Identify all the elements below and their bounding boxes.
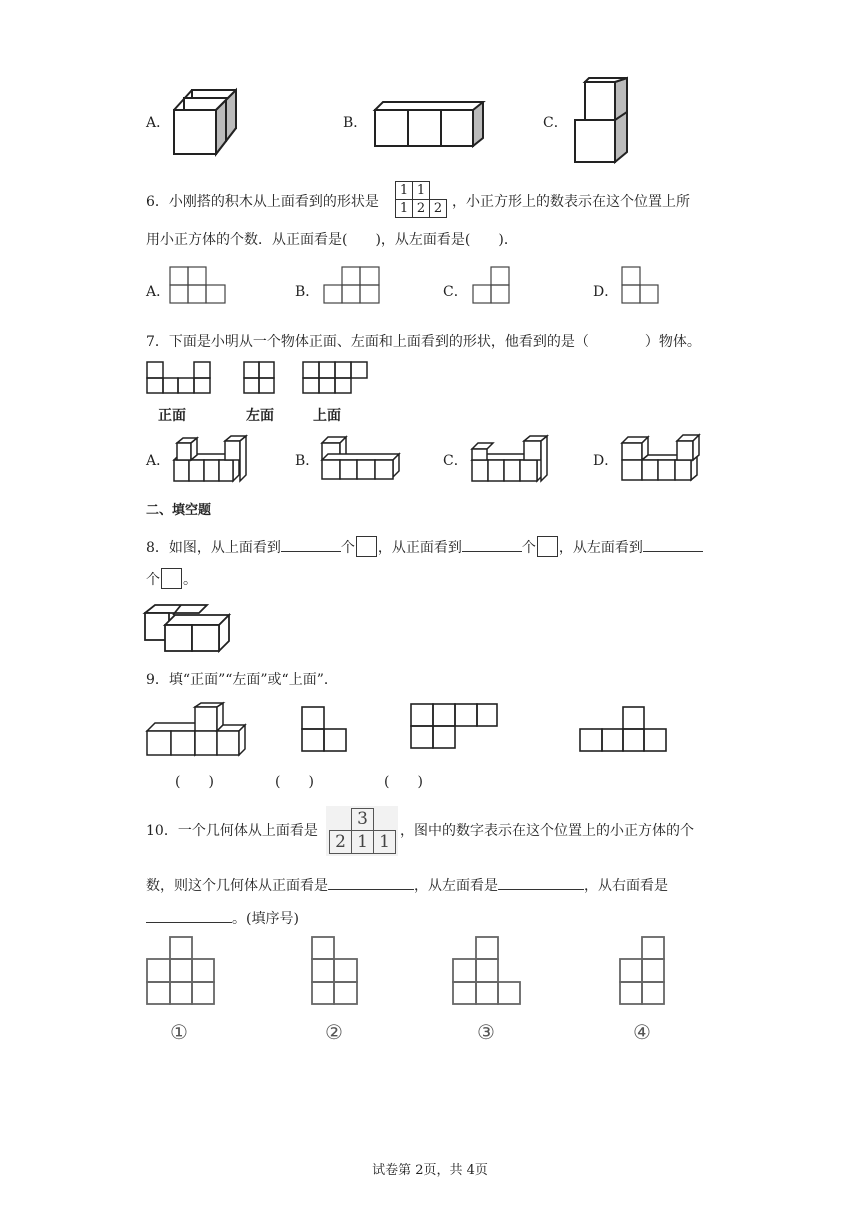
q9-view-2-figure (410, 703, 500, 751)
question-6-text-end: ，小正方形上的数表示在这个位置上所 (452, 194, 690, 210)
section-2-title: 二、填空题 (146, 503, 212, 518)
q7-option-a-label: A． (146, 453, 171, 469)
q7-left-view-figure (243, 361, 277, 395)
q8-part3: ，从左面看到 (558, 540, 643, 556)
grid-cell: 1 (412, 181, 430, 200)
q10-label-3: ③ (477, 1020, 495, 1044)
small-square-icon (537, 536, 558, 557)
question-7-text: 7．下面是小明从一个物体正面、左面和上面看到的形状，他看到的是（ ）物体。 (146, 334, 701, 350)
q6-option-a-label: A． (146, 284, 171, 300)
question-6-line-2: 用小正方体的个数．从正面看是( )，从左面看是( )． (146, 232, 518, 248)
question-10-text-end: ，图中的数字表示在这个位置上的小正方体的个 (400, 823, 694, 839)
option-b-cube-figure (373, 100, 488, 150)
q6-option-a-figure (169, 266, 229, 306)
grid-cell: 1 (373, 830, 396, 854)
q7-option-b-label: B． (295, 453, 320, 469)
q10-blank-front[interactable] (328, 873, 414, 890)
question-9-text: 9．填“正面”“左面”或“上面”． (146, 672, 338, 688)
question-6-text-start: 6．小刚搭的积木从上面看到的形状是 (146, 194, 379, 210)
q10-line2-b: ，从左面看是 (414, 878, 498, 894)
q7-option-c-label: C． (443, 453, 468, 469)
q8-end: 。 (183, 572, 197, 588)
q10-label-1: ① (170, 1020, 188, 1044)
q8-blank-top[interactable] (281, 535, 341, 552)
q10-option-3-figure (452, 936, 524, 1008)
q10-line2-a: 数，则这个几何体从正面看是 (146, 878, 328, 894)
option-c-label: C． (543, 115, 568, 131)
q8-ge3: 个 (146, 572, 160, 588)
q6-option-b-label: B． (295, 284, 320, 300)
q10-line3: 。(填序号) (232, 911, 299, 927)
option-b-label: B． (343, 115, 368, 131)
q9-view-1-figure (301, 706, 351, 754)
q9-cube-figure (145, 701, 250, 759)
q6-option-c-label: C． (443, 284, 468, 300)
q8-blank-left[interactable] (643, 535, 703, 552)
q7-label-left: 左面 (246, 408, 274, 424)
q10-label-4: ④ (633, 1020, 651, 1044)
q8-cube-figure (143, 603, 233, 653)
q7-option-b-figure (319, 435, 404, 485)
option-a-label: A． (146, 115, 171, 131)
q8-blank-front[interactable] (462, 535, 522, 552)
grid-cell: 3 (351, 808, 374, 831)
question-8-line-1 (146, 535, 703, 558)
option-a-cube-figure (172, 88, 242, 158)
q7-option-d-label: D． (593, 453, 619, 469)
q10-top-view-grid (326, 806, 398, 856)
q10-blank-left[interactable] (498, 873, 584, 890)
q7-label-top: 上面 (313, 408, 341, 424)
q8-ge2: 个 (521, 540, 536, 556)
q10-option-4-figure (619, 936, 669, 1008)
small-square-icon (161, 568, 182, 589)
q7-label-front: 正面 (158, 408, 186, 424)
q6-option-d-figure (621, 266, 666, 306)
q6-option-d-label: D． (593, 284, 619, 300)
q8-part2: ，从正面看到 (377, 540, 462, 556)
q6-option-b-figure (323, 266, 383, 306)
q7-option-c-figure (469, 435, 549, 485)
q8-part1: 8．如图，从上面看到 (146, 540, 281, 556)
q10-label-2: ② (325, 1020, 343, 1044)
question-10-line-2 (146, 873, 668, 896)
q7-option-a-figure (171, 435, 251, 485)
small-square-icon (356, 536, 377, 557)
q10-option-1-figure (146, 936, 218, 1008)
option-c-cube-figure (573, 76, 633, 166)
q10-line2-c: ，从右面看是 (584, 878, 668, 894)
grid-cell: 1 (351, 830, 374, 854)
grid-cell: 2 (429, 199, 447, 218)
q8-ge1: 个 (340, 540, 355, 556)
q6-option-c-figure (472, 266, 517, 306)
q10-option-2-figure (311, 936, 361, 1008)
question-10-text-start: 10．一个几何体从上面看是 (146, 823, 318, 839)
q9-answer-1[interactable]: ( ) (175, 774, 214, 790)
q9-view-3-figure (579, 706, 669, 754)
q10-blank-right[interactable] (146, 906, 232, 923)
grid-cell: 2 (412, 199, 430, 218)
question-8-line-2 (146, 568, 197, 590)
q6-top-view-grid (393, 180, 449, 218)
q9-answer-2[interactable]: ( ) (275, 774, 314, 790)
grid-cell: 2 (329, 830, 352, 854)
q7-front-view-figure (146, 361, 212, 395)
q7-top-view-figure (302, 361, 370, 395)
grid-cell: 1 (395, 181, 413, 200)
q9-answer-3[interactable]: ( ) (384, 774, 423, 790)
q7-option-d-figure (619, 433, 704, 483)
question-10-line-3 (146, 906, 299, 929)
grid-cell: 1 (395, 199, 413, 218)
page-footer: 试卷第 2页，共 4页 (372, 1163, 488, 1178)
